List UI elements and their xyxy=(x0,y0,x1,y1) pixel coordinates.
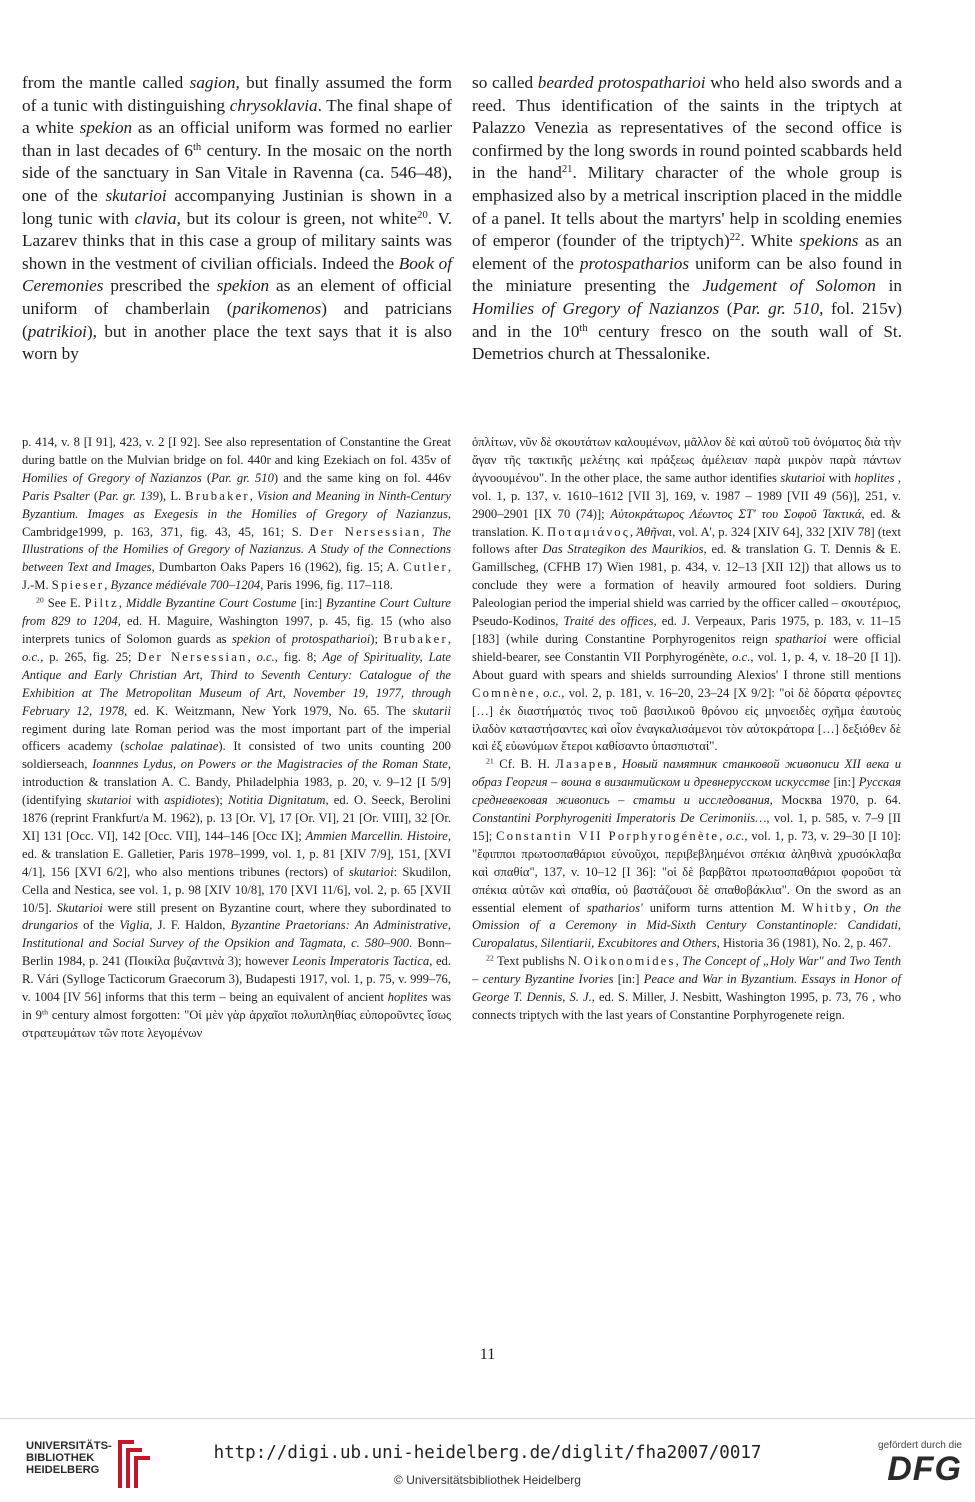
text-run: , vol. 1, p. 4, v. 18–20 [I 1]). About guard with spears and shields surrounding Alexios' I throne still mentions xyxy=(472,649,901,682)
italic-run: drungarios xyxy=(22,918,78,933)
italic-run: Age of Spirituality, Late Antique and Early Christian Art, Third to Seventh Century: Catalogue of the Exhibition at The Metropolitan Museum of Art, November 19, 1977, through February 12, 1978, xyxy=(22,649,452,718)
text-run: , xyxy=(853,900,864,915)
italic-run: chrysoklavia xyxy=(229,95,318,115)
copyright-notice: © Universitätsbibliothek Heidelberg xyxy=(394,1473,581,1487)
italic-run: Par. gr. 139 xyxy=(98,488,159,503)
text-run: p. 414, v. 8 [I 91], 423, v. 2 [I 92]. See also representation of Constantine the Great during battle on the Mulvian bridge on fol. 440r and king Ezekiach on fol. 435v of xyxy=(22,435,451,467)
library-name-line: HEIDELBERG xyxy=(26,1464,100,1476)
text-run: accompanying Justinian is shown in a long tunic with xyxy=(22,185,452,228)
italic-run: Paris Psalter xyxy=(22,488,90,503)
text-run: , ed. J. Verpeaux, Paris 1975, p. 183, v. 11–15 [183] (while during Constantine Porphyrogenitos reign xyxy=(472,614,901,646)
text-run: ) and the same king on fol. 446v xyxy=(273,470,451,485)
author-name: Piltz xyxy=(84,596,119,611)
text-run: , ed. O. Seeck, Berolini 1876 (reprint Frankfurt/a M. 1962), p. 13 [Or. V], 17 [Or. VI], 21 [Or. VIII], 32 [Or. XI] 131 [Occ. VI], 142 [Occ. VII], 144–146 [Occ IX]; xyxy=(22,793,452,843)
italic-run: o.c. xyxy=(22,649,41,664)
text-run: century fresco on the south wall of St. Demetrios church at Thessalonike. xyxy=(472,321,902,364)
text-run: , Dumbarton Oaks Papers 16 (1962), fig. 15; A. xyxy=(151,560,404,575)
text-run: were still present on Byzantine court, where they subordinated to xyxy=(102,900,451,915)
text-run: . V. Lazarev thinks that in this case a group of military saints was shown in the vestment of civilian officials. Indeed the xyxy=(22,208,452,273)
text-run: Cf. В. Н. xyxy=(493,757,556,772)
italic-run: spatharios' xyxy=(586,900,643,915)
author-name: Spieser xyxy=(51,578,105,593)
text-run: who held also swords and a reed. Thus identification of the saints in the triptych at Palazzo Venezia as representatives of the second office is confirmed by the long swords in round pointed scabbards held in the hand xyxy=(472,73,902,183)
funding-logo[interactable] xyxy=(866,1440,962,1492)
text-run: [in:] xyxy=(613,972,644,987)
text-run: of the xyxy=(77,918,120,933)
italic-run: protospatharioi xyxy=(291,631,371,646)
author-name: Der Nersessian xyxy=(137,649,248,664)
text-run: ). It consisted of two units counting 200 soldierseach, xyxy=(22,739,451,772)
italic-run: Par. gr. 510 xyxy=(732,298,820,318)
text-run: , vol. 1, p. 585, v. 7–9 [II 15]; xyxy=(472,811,901,843)
text-run: , xyxy=(719,828,727,843)
note-reference: 20 xyxy=(417,209,428,221)
text-run: , Cambridge1999, p. 163, 371, fig. 43, 45, 161; S. xyxy=(22,506,451,539)
text-run: , Москва 1970, p. 64. xyxy=(769,793,901,808)
text-run: , vol. 2, p. 181, v. 16–20, 23–24 [X 9/2]: "οἱ δὲ δόρατα φέροντες […] ἐκ διαστήματός τινος τοῦ βασιλικοῦ θρόνου εἰς μηνοειδὲς σχῆμα ἑαυτοὺς ἰλαδὸν καταστήσαντες καὶ οἷον ἐναγκαλισάμενοι τὸν αὐτοκράτορα […] δεξιόθεν δὲ καὶ ἐξ εὐωνύμων ἔτεροι καθίσαντο ὑπασπισταί". xyxy=(472,685,902,754)
text-run: prescribed the xyxy=(103,276,217,296)
italic-run: Homilies of Gregory of Nazianzos xyxy=(22,470,202,485)
text-run: with xyxy=(131,793,165,808)
text-run: , xyxy=(104,578,111,593)
text-run: . Bonn–Berlin 1984, p. 241 (Ποικίλα βυζαντινὰ 3); however xyxy=(22,936,451,969)
footnote-22 xyxy=(472,953,901,1025)
italic-run: Viglia, xyxy=(119,918,153,933)
italic-run: skutarioi xyxy=(105,185,167,205)
author-name: Der Nersessian xyxy=(309,524,422,539)
text-run: . White xyxy=(740,231,800,251)
italic-run: o.c. xyxy=(543,685,562,700)
text-run: ὁπλίτων, νῦν δὲ σκουτάτων καλουμένων, μᾶλλον δὲ καὶ αὐτοῦ τοῦ ὀνόματος διὰ τὴν ἄγαν τῆς τακτικῆς μελέτης καὶ πράξεως ἀμέλειαν παρὰ μικρὸν παρὰ πάντων ἀγνοουμένου". In the other place, the same author identifies xyxy=(472,435,901,485)
author-name: Лазарев xyxy=(555,757,614,772)
text-run: ( xyxy=(719,298,733,318)
text-run: See E. xyxy=(43,596,85,611)
italic-run: bearded protospatharioi xyxy=(537,73,706,92)
text-run: so called xyxy=(472,73,538,92)
text-run: , p. 265, fig. 25; xyxy=(40,649,138,664)
text-run: century. In the mosaic on the north side of the sanctuary in San Vitale in Ravenna (ca. 546–48), one of the xyxy=(22,140,452,205)
italic-run: Constantini Porphyrogeniti Imperatoris De Cerimoniis… xyxy=(472,811,767,826)
footnote-19-continuation xyxy=(472,434,901,756)
author-name: Brubaker xyxy=(383,631,448,646)
note-reference: 22 xyxy=(486,954,494,963)
italic-run: clavia, xyxy=(134,208,181,228)
text-run: ( xyxy=(89,488,99,503)
text-run: , xyxy=(421,524,433,539)
text-run: ed. & translation G. T. Dennis & E. Gamillscheg, (CFHB 17) Wien 1981, p. 434, v. 12–13 [XII 12]) that allows us to conclude they were a formation of heavily armoured foot soldiers. During Paleologian period the imperial shield was carried by the officer called – σκουτέριος, Pseudo-Kodinos, xyxy=(472,542,901,629)
library-name-line: UNIVERSITÄTS- xyxy=(26,1440,112,1452)
text-run: ed. K. Weitzmann, New York 1979, No. 65. The xyxy=(127,703,413,718)
italic-run: scholae palatinae xyxy=(124,739,219,754)
italic-run: Byzantine Praetorians: An Administrative, Institutional and Social Survey of the Opsikion and Tagmata, c. 580–900 xyxy=(22,918,451,951)
text-run: from the mantle called xyxy=(22,73,190,92)
text-run: century almost forgotten: "Οἱ μὲν γὰρ ἀρχαῖοι πολυπληθίας εὐποροῦντες ἴσως στρατευμάτων τῶν ποτε λεγομένων xyxy=(22,1008,451,1040)
text-run: , Paris 1996, fig. 117–118. xyxy=(260,578,393,593)
author-name: Brubaker xyxy=(185,488,250,503)
italic-run: hoplites xyxy=(854,470,895,485)
text-run: ); xyxy=(370,631,384,646)
italic-run: Русская средневековая живопись – статьи и исследования xyxy=(472,775,901,808)
italic-run: On the Omission of a Ceremony in Mid-Sixth Century Constantinople: Candidati, Curopalatus, Silentiarii, Excubitores and Others, xyxy=(472,900,902,951)
text-run: , vol. A', p. 324 [XIV 64], 332 [XIV 78] (text follows after xyxy=(472,524,902,557)
italic-run: Book of Ceremonies xyxy=(22,253,452,296)
text-run: ) and patricians ( xyxy=(22,298,452,341)
text-run: , xyxy=(447,631,451,646)
author-name: Constantin VII Porphyrogénète xyxy=(496,828,720,843)
italic-run: o.c. xyxy=(732,649,751,664)
text-run: , vol. 1, p. 73, v. 29–30 [I 10]: "ἔφιπποι πρωτοσπαθάριοι εὐνοῦχοι, περιβεβλημένοι σπέκια ἀληθινὰ χρυσόκλαβα καὶ σπαθία", 137, v. 10–12 [I 36]: "οἱ δὲ βαρβᾶτοι πρωτοσπαθάριοι φοροῦσι τὰ σπέκια αὐτῶν καὶ σπαθία, οὐ βαστάζουσι δὲ σπαθοβάκλια". On the sword as an essential element of xyxy=(472,828,902,915)
italic-run: Homilies of Gregory of Nazianzos xyxy=(472,298,720,318)
author-name: Oikonomides xyxy=(583,954,676,969)
text-run: [in:] xyxy=(296,596,327,611)
italic-run: Vision and Meaning in Ninth-Century Byzantium. Images as Exegesis in the Homilies of Gregory of Nazianzus xyxy=(22,488,452,521)
italic-run: Notitia Dignitatum xyxy=(228,793,326,808)
text-run: with xyxy=(825,470,855,485)
italic-run: spekion xyxy=(231,631,271,646)
text-run: as an element of the xyxy=(472,231,902,273)
text-run: in xyxy=(875,276,902,296)
text-run: [in:] xyxy=(829,775,859,790)
text-run: ); xyxy=(215,793,228,808)
text-run: ed. R. Vári (Sylloge Tacticorum Graecorum 3), Budapesti 1917, vol. 1, p. 75, v. 999–76, v. 1004 [IV 56] informs that this term – being an equivalent of ancient xyxy=(22,954,451,1005)
main-text-left-column xyxy=(22,72,452,366)
text-run: as an official uniform was formed no earlier than in last decades of 6 xyxy=(22,118,452,160)
italic-run: parikomenos xyxy=(232,298,322,318)
italic-run: skutarioi xyxy=(86,793,132,808)
italic-run: aspidiotes xyxy=(164,793,216,808)
italic-run: skutarioi xyxy=(348,864,394,879)
text-run: , J.-M. xyxy=(22,560,451,593)
text-run: ( xyxy=(201,470,212,485)
text-run: but finally assumed the form of a tunic with distinguishing xyxy=(22,73,452,115)
italic-run: Новый памятник станковой живописи XII века и образ Георгия – воина в византийском и древнерусском искусстве xyxy=(472,757,901,790)
text-run: , xyxy=(613,757,622,772)
author-name: Ποταμιάνος xyxy=(547,524,630,539)
italic-run: Byzantine Court Culture from 829 to 1204 xyxy=(22,596,451,629)
text-run: , xyxy=(629,524,637,539)
footnotes-right-column xyxy=(472,434,901,1025)
text-run: uniform turns attention M. xyxy=(642,900,803,915)
italic-run: Byzance médiévale 700–1204 xyxy=(110,578,261,593)
text-run: Text publishs N. xyxy=(493,954,584,969)
italic-run: Ammien Marcellin. Histoire xyxy=(305,828,448,843)
text-run: , xyxy=(535,685,544,700)
footnote-21 xyxy=(472,756,901,953)
text-run: of xyxy=(270,631,292,646)
text-run: , fol. 215v) and in the 10 xyxy=(472,298,902,341)
text-run: J. F. Haldon, xyxy=(152,918,231,933)
italic-run: spekions xyxy=(799,231,859,251)
text-run: , xyxy=(675,954,683,969)
text-run: , ed. H. Maguire, Washington 1997, p. 45, fig. 15 (who also interprets tunics of Solomon guards as xyxy=(22,614,451,646)
italic-run: Αὐτοκράτωρος Λέωντος ΣΤ' του Σοφοῦ Τακτικά, xyxy=(610,506,865,521)
italic-run: Skutarioi xyxy=(56,900,103,915)
note-reference: 21 xyxy=(561,164,573,176)
funding-caption: gefördert durch die xyxy=(878,1440,962,1451)
italic-run: skutarii xyxy=(412,703,451,718)
text-run: but its colour is green, not white xyxy=(180,208,418,228)
italic-run: o.c. xyxy=(256,649,275,664)
italic-run: Ioannnes Lydus, on Powers or the Magistracies of the Roman State xyxy=(92,757,448,772)
text-run: , xyxy=(249,488,258,503)
text-run: , vol. 1, p. 137, v. 1610–1612 [VII 3], 169, v. 1987 – 1989 [VII 49 (56)], 251, v. 2900–2901 [IX 70 (74)]; xyxy=(472,470,902,521)
italic-run: Leonis Imperatoris Tactica, xyxy=(292,954,433,969)
permalink-url[interactable]: http://digi.ub.uni-heidelberg.de/diglit/fha2007/0017 xyxy=(213,1443,762,1463)
italic-run: The Concept of „Holy War" and Two Tenth – century Byzantine Ivories xyxy=(472,954,902,987)
note-reference: th xyxy=(41,1007,49,1017)
text-run: was in 9 xyxy=(22,990,452,1022)
italic-run: Das Strategikon des Maurikios, xyxy=(542,542,707,557)
italic-run: o.c. xyxy=(726,828,745,843)
italic-run: Traité des offices xyxy=(563,614,654,629)
footnotes-left-column xyxy=(22,434,451,1043)
text-run: were official shield-bearer, see Constantin VII Porphyrogénète, xyxy=(472,631,901,664)
page-number: 11 xyxy=(479,1346,496,1363)
italic-run: Judgement of Solomon xyxy=(702,276,876,296)
text-run: , fig. 8; xyxy=(274,649,323,664)
italic-run: Middle Byzantine Court Costume xyxy=(125,596,297,611)
note-reference: th xyxy=(579,322,588,334)
text-run: , xyxy=(247,649,257,664)
italic-run: sagion, xyxy=(189,73,240,92)
italic-run: spekion xyxy=(79,118,133,138)
note-reference: th xyxy=(192,141,202,153)
main-paragraph xyxy=(472,72,902,366)
italic-run: The Illustrations of the Homilies of Gregory of Nazianzus. A Study of the Connections between Text and Images xyxy=(22,524,452,575)
footnote-continuation xyxy=(22,434,451,595)
author-name: Whitby xyxy=(802,900,854,915)
text-run: ed. & translation. K. xyxy=(472,506,901,539)
text-run: , ed. & translation E. Galletier, Paris 1978–1999, vol. 1, p. 81 [XIV 7/9], 151, [XVI 4/1], 156 [XVI 6/2], who also mentions tribunes (rectors) of xyxy=(22,828,451,879)
text-run: . Military character of the whole group is emphasized also by a metrical inscription placed in the middle of a panel. It tells about the martyrs' help in scolding enemies of emperor (founder of the triptych) xyxy=(472,163,903,251)
italic-run: patrikioi xyxy=(27,321,87,341)
author-name: Cutler xyxy=(403,560,448,575)
italic-run: spekion xyxy=(216,276,270,296)
dfg-logo-icon: DFG xyxy=(887,1450,962,1488)
note-reference: 21 xyxy=(486,757,494,767)
italic-run: Peace and War in Byzantium. Essays in Honor of George T. Dennis, S. J. xyxy=(472,972,901,1005)
text-run: as an element of official uniform of chamberlain ( xyxy=(22,276,452,318)
note-reference: 22 xyxy=(729,232,741,244)
text-run: . The final shape of a white xyxy=(22,95,453,138)
author-name: Comnène xyxy=(472,685,536,700)
main-text-right-column xyxy=(472,72,902,366)
italic-run: Ἀθῆναι xyxy=(636,524,673,539)
text-run: , introduction & translation A. C. Bandy, Philadelphia 1983, p. 20, v. 9–12 [I 5/9] (identifying xyxy=(22,757,451,808)
footnote-20 xyxy=(22,595,451,1043)
italic-run: protospatharios xyxy=(579,253,690,273)
library-name-line: BIBLIOTHEK xyxy=(26,1452,95,1464)
italic-run: spatharioi xyxy=(774,631,827,646)
text-run: ), but in another place the text says that it is also worn by xyxy=(22,321,452,364)
text-run: ), L. xyxy=(158,488,186,503)
italic-run: hoplites xyxy=(387,990,428,1005)
text-run: regiment during late Roman period was the most important part of the imperial officers academy ( xyxy=(22,721,451,754)
note-reference: 20 xyxy=(36,595,44,605)
italic-run: Par. gr. 510 xyxy=(211,470,274,485)
main-paragraph xyxy=(22,72,452,366)
text-run: : Skudilon, Cella and Nestica, see vol. 1, p. 98 [XIV 10/8], 170 [XVI 11/6], vol. 2, p. 65 [XVII 10/5]. xyxy=(22,864,451,915)
text-run: , xyxy=(118,596,126,611)
text-run: uniform can be also found in the miniature presenting the xyxy=(472,253,902,296)
italic-run: skutarioi xyxy=(780,470,826,485)
text-run: , ed. S. Miller, J. Nesbitt, Washington 1995, p. 73, 76 , who connects triptych with the last years of Constantine Porphyrogenete reign. xyxy=(472,990,901,1022)
text-run: Historia 36 (1981), No. 2, p. 467. xyxy=(719,936,892,951)
